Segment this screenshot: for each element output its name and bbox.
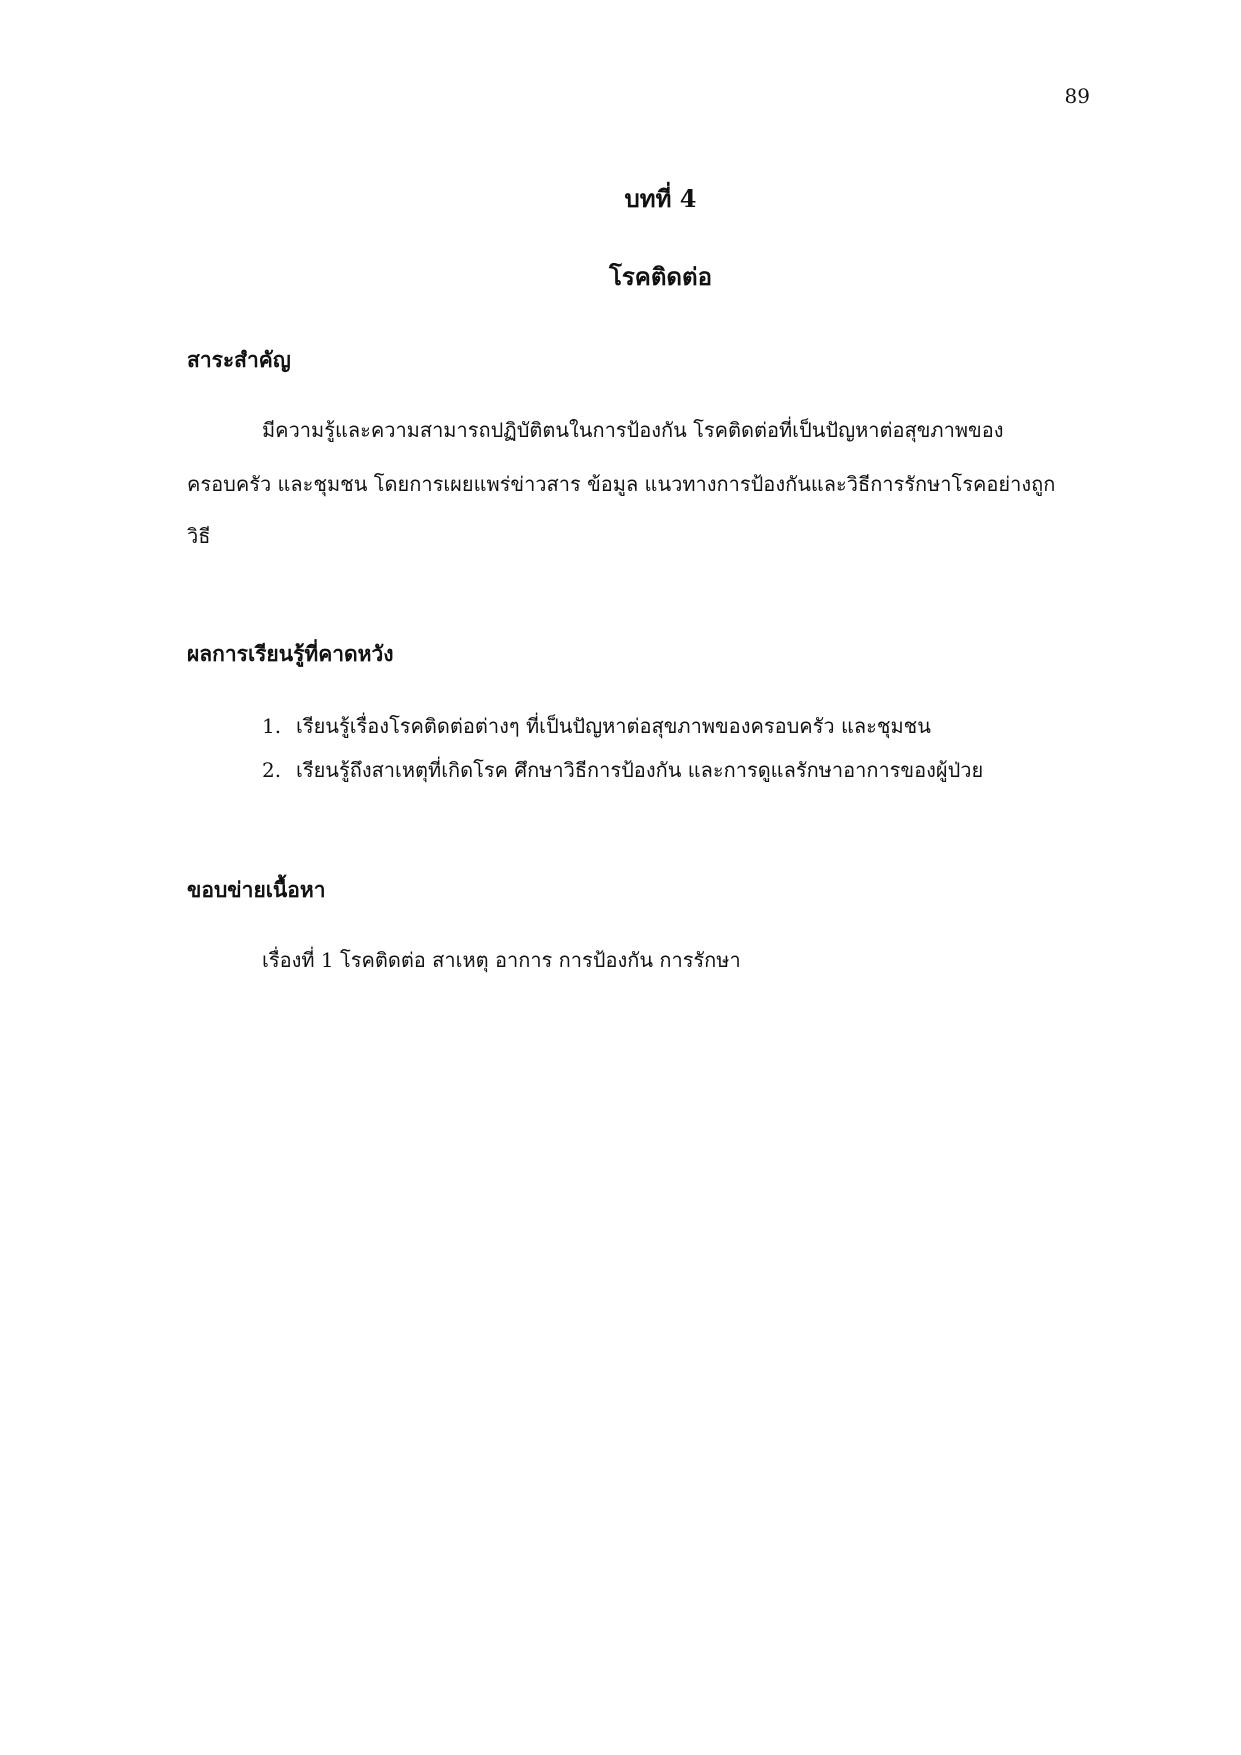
essence-line-2: ครอบครัว และชุมชน โดยการเผยแพร่ข่าวสาร ข้อมูล แนวทางการป้องกันและวิธีการรักษาโรคอย่างถูก [187,472,1056,496]
essence-line-3: วิธี [187,524,211,548]
outcome-number: 2. [262,758,282,782]
essence-line-1: มีความรู้และความสามารถปฏิบัติตนในการป้องกัน โรคติดต่อที่เป็นปัญหาต่อสุขภาพของ [262,418,1004,442]
chapter-title: โรคติดต่อ [608,262,712,291]
scope-item-1: เรื่องที่ 1 โรคติดต่อ สาเหตุ อาการ การป้องกัน การรักษา [262,948,741,972]
outcomes-heading: ผลการเรียนรู้ที่คาดหวัง [187,641,394,666]
outcome-number: 1. [262,714,282,738]
outcome-item-2 [262,756,983,784]
outcome-text: เรียนรู้เรื่องโรคติดต่อต่างๆ ที่เป็นปัญหาต่อสุขภาพของครอบครัว และชุมชน [296,714,931,738]
page-number: 89 [1064,84,1090,108]
outcome-text: เรียนรู้ถึงสาเหตุที่เกิดโรค ศึกษาวิธีการป้องกัน และการดูแลรักษาอาการของผู้ป่วย [296,758,984,782]
scope-heading: ขอบข่ายเนื้อหา [187,877,326,902]
outcome-item-1 [262,712,931,740]
chapter-number: บทที่ 4 [624,184,697,213]
essence-heading: สาระสำคัญ [187,347,291,372]
